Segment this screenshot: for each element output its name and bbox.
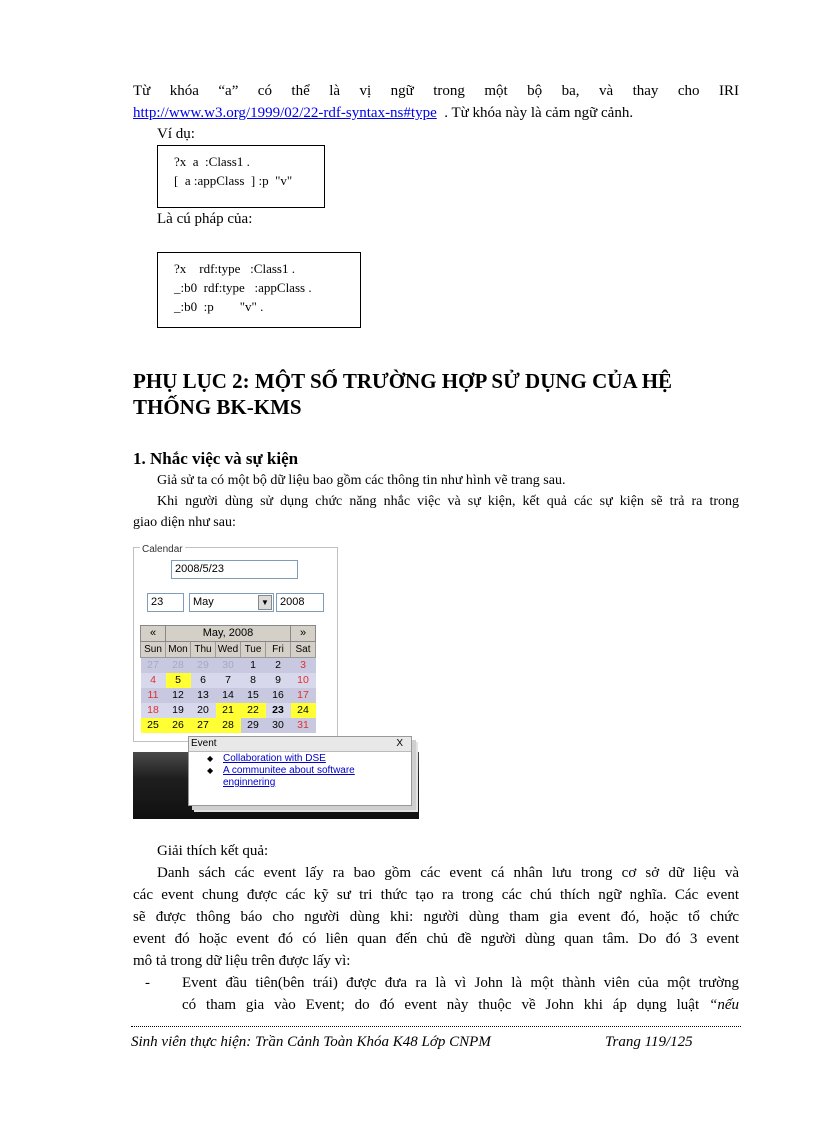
day-cell[interactable]: 3: [291, 658, 316, 674]
code-example-2: [157, 252, 361, 328]
weekday-header: Wed: [216, 642, 241, 658]
event-day-cell[interactable]: 28: [216, 718, 241, 733]
close-icon[interactable]: X: [396, 738, 403, 749]
day-cell[interactable]: 18: [141, 703, 166, 718]
intro-line-2: [133, 102, 739, 124]
page-footer: [131, 1026, 741, 1050]
day-cell[interactable]: 31: [291, 718, 316, 733]
year-input[interactable]: 2008: [276, 593, 324, 612]
day-cell[interactable]: 11: [141, 688, 166, 703]
chevron-down-icon[interactable]: ▼: [258, 595, 272, 610]
para3-line: sẽ được thông báo cho người dùng khi: người dùng tham gia event đó, hoặc tổ chức: [133, 909, 739, 925]
month-select-value: May: [193, 596, 214, 608]
bullet-dash: -: [145, 975, 150, 991]
day-cell[interactable]: 4: [141, 673, 166, 688]
weekday-header: Thu: [191, 642, 216, 658]
bullet-line-1: Event đầu tiên(bên trái) được đưa ra là vì John là một thành viên của một trường: [182, 975, 739, 991]
bullet-line-2: có tham gia vào Event; do đó event này thuộc về John khi áp dụng luật “nếu: [182, 997, 739, 1013]
calendar-legend: Calendar: [142, 544, 183, 555]
event-day-cell[interactable]: 25: [141, 718, 166, 733]
list-item: [207, 753, 355, 765]
day-cell[interactable]: 17: [291, 688, 316, 703]
next-month-button[interactable]: »: [291, 626, 316, 642]
event-link[interactable]: Collaboration with DSE: [223, 753, 326, 764]
day-cell[interactable]: 13: [191, 688, 216, 703]
event-day-cell[interactable]: 21: [216, 703, 241, 718]
calendar-widget: [133, 544, 338, 742]
page-number: Trang 119/125: [605, 1034, 693, 1050]
weekday-header: Sat: [291, 642, 316, 658]
event-day-cell[interactable]: 27: [191, 718, 216, 733]
para3-line: Danh sách các event lấy ra bao gồm các event cá nhân lưu trong cơ sở dữ liệu và: [157, 865, 739, 881]
syntax-label: Là cú pháp của:: [157, 211, 253, 227]
example-label: Ví dụ:: [157, 126, 195, 142]
month-select[interactable]: [189, 593, 274, 612]
event-day-cell[interactable]: 22: [241, 703, 266, 718]
date-input[interactable]: 2008/5/23: [171, 560, 298, 579]
weekday-header: Tue: [241, 642, 266, 658]
day-cell[interactable]: 8: [241, 673, 266, 688]
month-title: May, 2008: [166, 626, 291, 642]
day-cell[interactable]: 6: [191, 673, 216, 688]
day-cell[interactable]: 29: [241, 718, 266, 733]
event-popup-title: Event: [191, 738, 217, 749]
event-popup-titlebar: [189, 737, 411, 752]
rdf-type-link[interactable]: http://www.w3.org/1999/02/22-rdf-syntax-ns#type: [133, 105, 437, 121]
paragraph-1: Giả sử ta có một bộ dữ liệu bao gồm các thông tin như hình vẽ trang sau.: [157, 473, 566, 488]
appendix-title: PHỤ LỤC 2: MỘT SỐ TRƯỜNG HỢP SỬ DỤNG CỦA HỆ THỐNG BK-KMS: [133, 369, 673, 419]
day-cell[interactable]: 28: [166, 658, 191, 674]
today-cell[interactable]: 23: [266, 703, 291, 718]
weekday-header: Mon: [166, 642, 191, 658]
day-input[interactable]: 23: [147, 593, 184, 612]
intro-line-2-rest: . Từ khóa này là cảm ngữ cảnh.: [444, 105, 634, 121]
day-cell[interactable]: 20: [191, 703, 216, 718]
weekday-header: Sun: [141, 642, 166, 658]
event-list: [207, 753, 355, 789]
para3-line: event đó hoặc event đó có liên quan đến chủ đề người dùng quan tâm. Do đó 3 event: [133, 931, 739, 947]
day-cell[interactable]: 19: [166, 703, 191, 718]
footer-author: Sinh viên thực hiện: Trần Cảnh Toàn Khóa K48 Lớp CNPM: [131, 1034, 491, 1050]
day-cell[interactable]: 15: [241, 688, 266, 703]
list-item: [207, 765, 355, 789]
code-line: ?x rdf:type :Class1 .: [174, 261, 295, 276]
paragraph-2-line-2: giao diện như sau:: [133, 515, 236, 530]
day-cell[interactable]: 12: [166, 688, 191, 703]
day-cell[interactable]: 29: [191, 658, 216, 674]
day-cell[interactable]: 9: [266, 673, 291, 688]
event-popup: [188, 736, 412, 806]
para3-line: mô tả trong dữ liệu trên được lấy vì:: [133, 953, 351, 969]
event-day-cell[interactable]: 5: [166, 673, 191, 688]
explain-label: Giải thích kết quả:: [157, 843, 269, 859]
day-cell[interactable]: 1: [241, 658, 266, 674]
code-line: [ a :appClass ] :p "v": [174, 173, 293, 188]
code-line: ?x a :Class1 .: [174, 154, 250, 169]
day-cell[interactable]: 30: [266, 718, 291, 733]
code-line: _:b0 rdf:type :appClass .: [174, 280, 312, 295]
prev-month-button[interactable]: «: [141, 626, 166, 642]
day-cell[interactable]: 10: [291, 673, 316, 688]
event-link[interactable]: A communitee about software enginnering: [223, 765, 355, 788]
code-line: _:b0 :p "v" .: [174, 299, 264, 314]
event-day-cell[interactable]: 26: [166, 718, 191, 733]
para3-line: các event chung được các kỹ sư tri thức tạo ra trong các chú thích ngữ nghĩa. Các event: [133, 887, 739, 903]
day-cell[interactable]: 2: [266, 658, 291, 674]
code-example-1: [157, 145, 325, 208]
day-cell[interactable]: 27: [141, 658, 166, 674]
day-cell[interactable]: 16: [266, 688, 291, 703]
section-title: 1. Nhắc việc và sự kiện: [133, 449, 299, 468]
day-cell[interactable]: 7: [216, 673, 241, 688]
day-cell[interactable]: 30: [216, 658, 241, 674]
weekday-header: Fri: [266, 642, 291, 658]
event-day-cell[interactable]: 24: [291, 703, 316, 718]
intro-line-1: Từ khóa “a” có thể là vị ngữ trong một bộ ba, và thay cho IRI: [133, 83, 739, 99]
calendar-grid: [140, 625, 316, 733]
paragraph-2-line-1: Khi người dùng sử dụng chức năng nhắc việc và sự kiện, kết quả các sự kiện sẽ trả ra trong: [157, 494, 739, 509]
day-cell[interactable]: 14: [216, 688, 241, 703]
